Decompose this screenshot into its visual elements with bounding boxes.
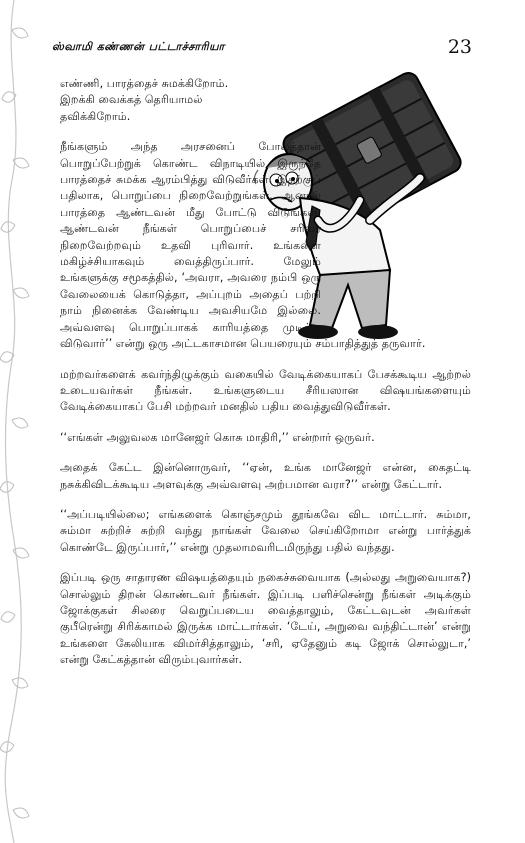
paragraph: நீங்களும் அந்த அரசனைப் போலத்தான் பொறுப்பேற்றுக் கொண்ட விநாடியில் இருந்தே பாரத்தைச் சுமக்க ஆரம்பித்து விடுவீர்கள். இதற்குப் பதிலாக, பொறுப்பை நிறைவேற்றுங்கள். ஆனால் பாரத்தை ஆண்டவன் மீது போட்டு விடுங்கள். ஆண்டவன் நீங்கள் பொறுப்பைச் சரிவர நிறைவேற்றவும் உதவி புரிவார். உங்களை மகிழ்ச்சியாகவும் வைத்திருப்பார். மேலும் உங்களுக்கு சமூகத்தில், ‘அவரா, அவரை நம்பி ஒரு வேலையைக் கொடுத்தா, அப்புறம் அதைப் பற்றி நாம் நினைக்க வேண்டிய அவசியமே இல்லை. அவ்வளவு பொறுப்பாகக் காரியத்தை முடித்து விடுவார்’’ என்று ஒரு அட்டகாசமான பெயரையும் சம்பாதித்துத் தருவார். [60, 140, 426, 351]
paragraph: மற்றவர்களைக் கவர்ந்திழுக்கும் வகையில் வேடிக்கையாகப் பேசக்கூடிய ஆற்றல் உடையவர்கள் நீங்கள். உங்களுடைய சீரியஸான விஷயங்களையும் வேடிக்கையாகப் பேசி மற்றவர் மனதில் பதிய வைத்துவிடுவீர்கள். [60, 367, 471, 414]
running-title: ஸ்வாமி கண்ணன் பட்டாச்சாரியா [52, 40, 225, 53]
paragraph: ‘‘எங்கள் அலுவலக மானேஜர் கொசு மாதிரி,’’ என்றார் ஒருவர். [60, 430, 375, 444]
decorative-vine-border [0, 0, 40, 843]
page-header [52, 36, 472, 66]
page-number: 23 [447, 36, 472, 58]
paragraph: ‘‘அப்படியில்லை; எங்களைக் கொஞ்சமும் தூங்கவே விட மாட்டார். சும்மா, சும்மா சுற்றிச் சுற்றி வந்து நாங்கள் வேலை செய்கிறோமா என்று பார்த்துக் கொண்டே இருப்பார்,’’ என்று முதலாமவரிடமிருந்து பதில் வந்தது. [60, 507, 471, 554]
body-text [60, 76, 471, 683]
paragraph: எண்ணி, பாரத்தைச் சுமக்கிறோம். இறக்கி வைக்கத் தெரியாமல் தவிக்கிறோம். [60, 77, 229, 123]
paragraph: அதைக் கேட்ட இன்னொருவர், ‘‘ஏன், உங்க மானேஜர் என்ன, கைதட்டி நசுக்கிவிடக்கூடிய அளவுக்கு அவ்வளவு அற்பமான வரா?’’ என்று கேட்டார். [60, 461, 471, 491]
paragraph: இப்படி ஒரு சாதாரண விஷயத்தையும் நகைச்சுவையாக (அல்லது அறுவையாக?) சொல்லும் திறன் கொண்டவர் நீங்கள். இப்படி பளிச்சென்று நீங்கள் அடிக்கும் ஜோக்குகள் சிலரை வெறுப்படைய வைத்தாலும், கேட்டவுடன் அவர்கள் குபீரென்று சிரிக்காமல் இருக்க மாட்டார்கள். ‘டேய், அறுவை வந்திட்டான்’ என்று உங்களை கேலியாக விமர்சித்தாலும், ‘சரி, ஏதேனும் கடி ஜோக் சொல்லுடா,’ என்று கேட்கத்தான் விரும்புவார்கள். [60, 571, 471, 667]
